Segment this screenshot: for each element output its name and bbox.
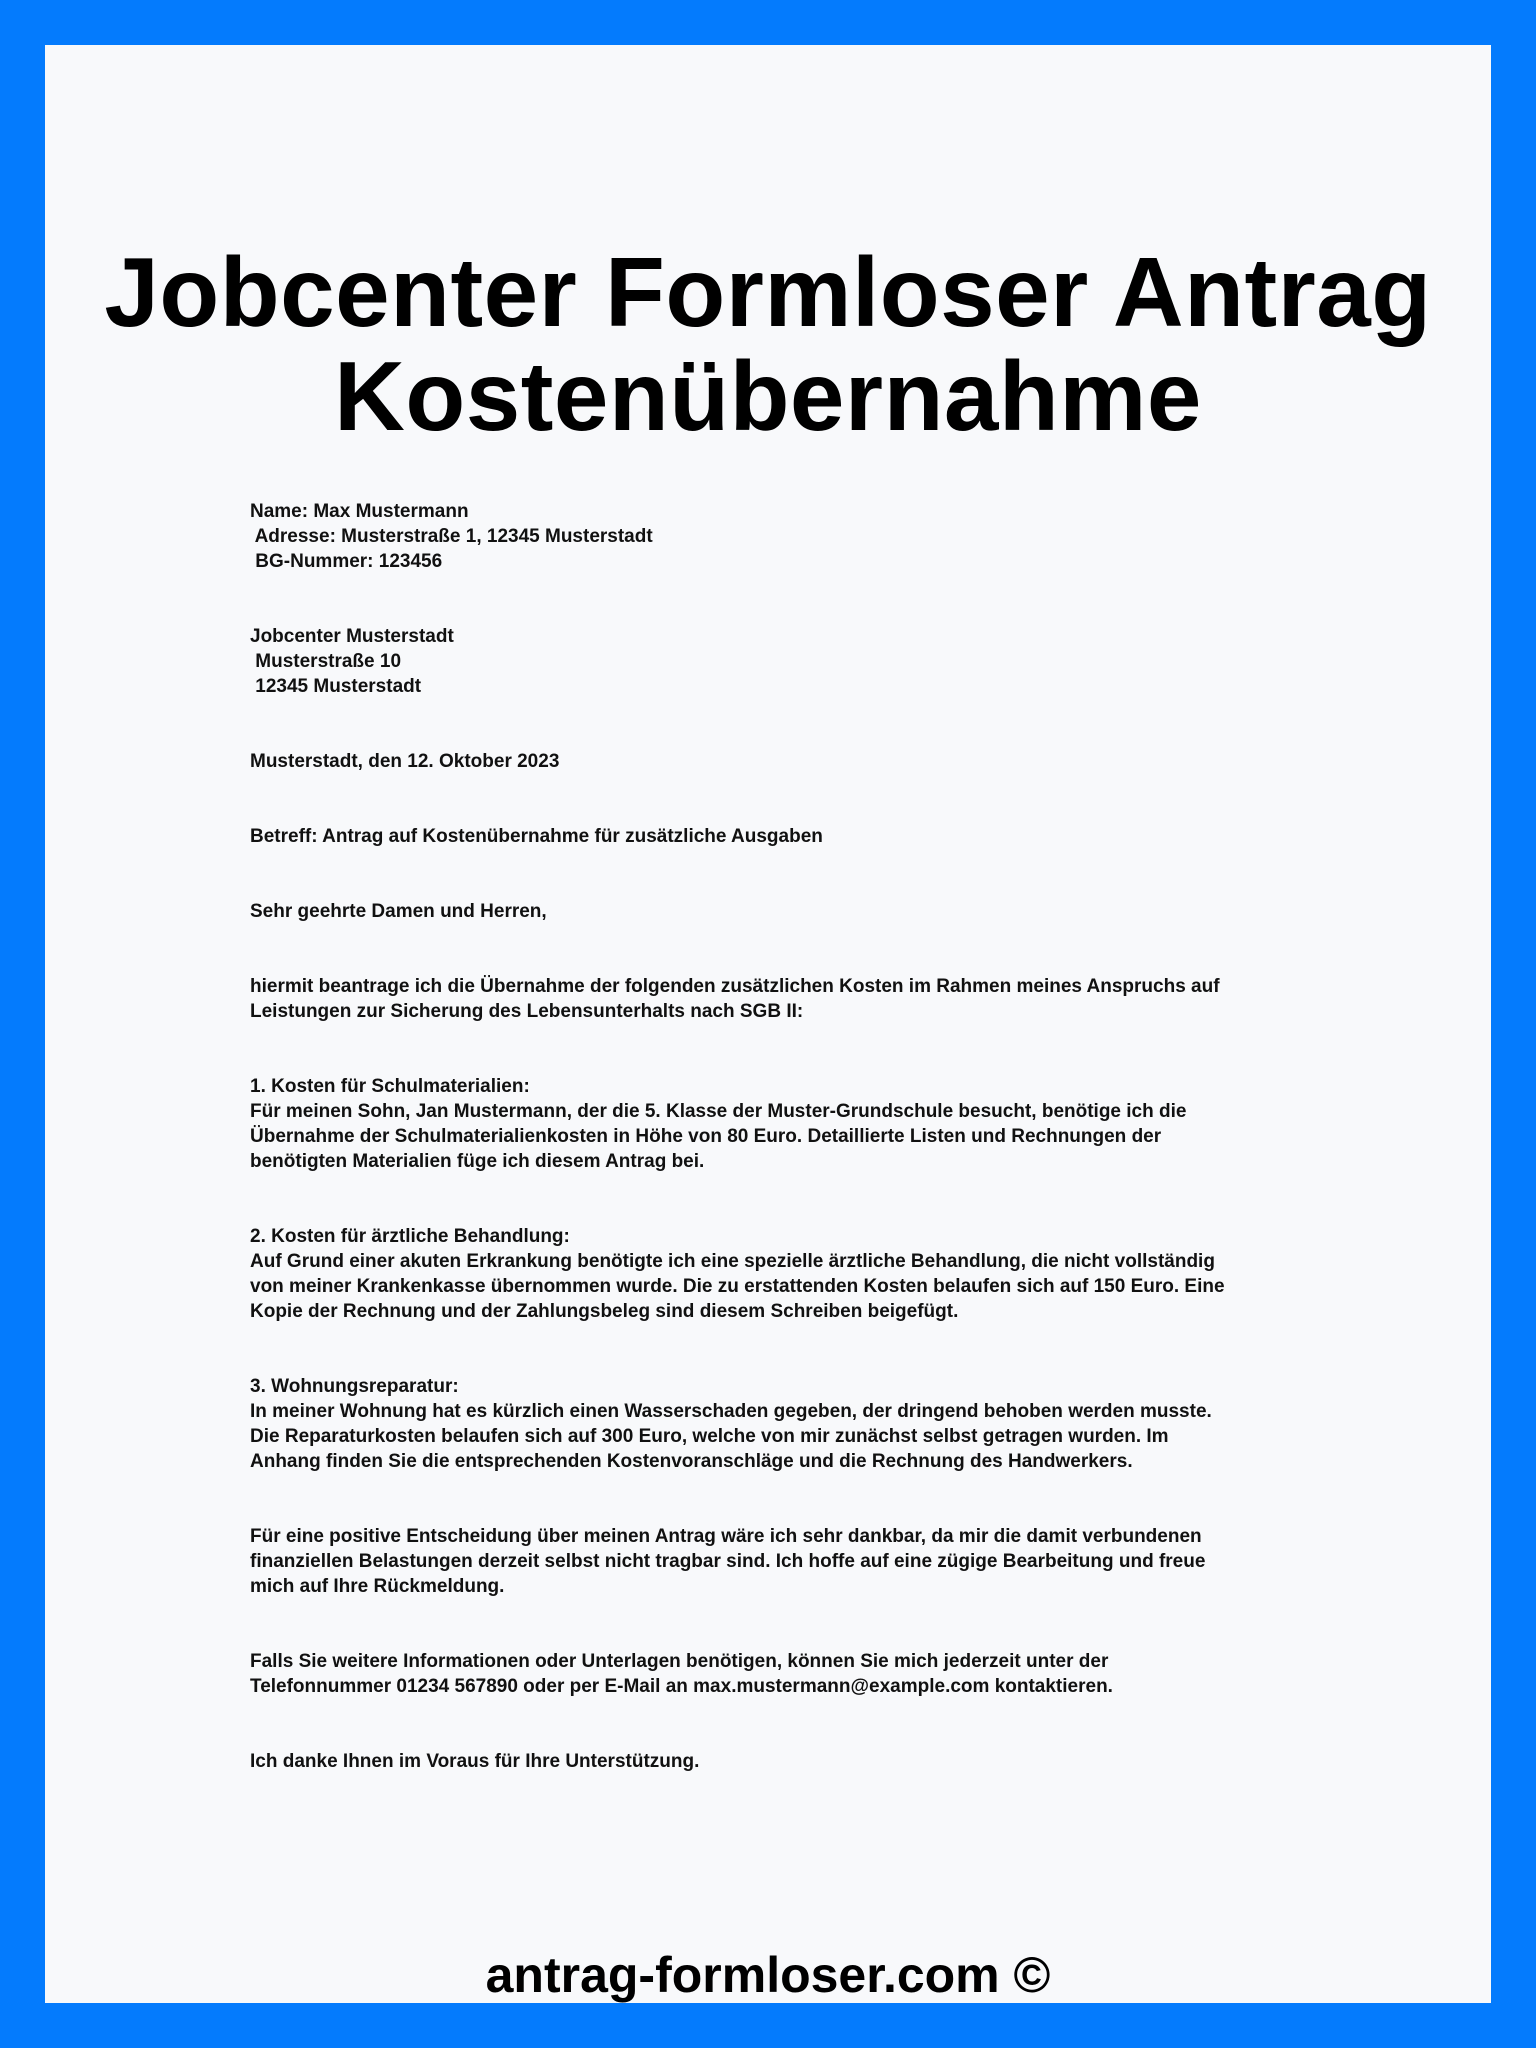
recipient-city: 12345 Musterstadt — [250, 676, 422, 697]
paragraph-line: Für eine positive Entscheidung über meinen Antrag wäre ich sehr dankbar, da mir die damit verbundenen — [250, 1526, 1202, 1547]
intro-paragraph — [250, 974, 1330, 1024]
paragraph-line: hiermit beantrage ich die Übernahme der folgenden zusätzlichen Kosten im Rahmen meines Anspruchs auf — [250, 976, 1220, 997]
letter-body — [250, 499, 1330, 1824]
paragraph-line: In meiner Wohnung hat es kürzlich einen Wasserschaden gegeben, der dringend behoben werden musste. — [250, 1401, 1212, 1422]
salutation — [250, 899, 1330, 924]
paragraph-line: finanziellen Belastungen derzeit selbst nicht tragbar sind. Ich hoffe auf eine zügige Bearbeitung und freue — [250, 1551, 1206, 1572]
cost-item-school — [250, 1074, 1330, 1174]
thanks-paragraph — [250, 1749, 1330, 1774]
contact-paragraph — [250, 1649, 1330, 1699]
sender-bg-number: BG-Nummer: 123456 — [250, 551, 443, 572]
footer-copyright: antrag-formloser.com © — [485, 1947, 1051, 2003]
salutation-text: Sehr geehrte Damen und Herren, — [250, 901, 547, 922]
title-line-2: Kostenübernahme — [334, 341, 1202, 451]
paragraph-line: von meiner Krankenkasse übernommen wurde. Die zu erstattenden Kosten belaufen sich auf 150 Euro. Eine — [250, 1276, 1225, 1297]
paragraph-line: Falls Sie weitere Informationen oder Unterlagen benötigen, können Sie mich jederzeit unter der — [250, 1651, 1109, 1672]
paragraph-line: Übernahme der Schulmaterialienkosten in Höhe von 80 Euro. Detaillierte Listen und Rechnungen der — [250, 1126, 1162, 1147]
closing-paragraph — [250, 1524, 1330, 1599]
paragraph-line: benötigten Materialien füge ich diesem Antrag bei. — [250, 1151, 705, 1172]
letter-subject — [250, 824, 1330, 849]
page-title — [45, 237, 1491, 451]
sender-address — [250, 499, 1330, 574]
sender-street: Adresse: Musterstraße 1, 12345 Musterstadt — [250, 526, 653, 547]
cost-item-repair — [250, 1374, 1330, 1474]
recipient-name: Jobcenter Musterstadt — [250, 626, 454, 647]
paragraph-line: Leistungen zur Sicherung des Lebensunterhalts nach SGB II: — [250, 1001, 804, 1022]
paragraph-line: Auf Grund einer akuten Erkrankung benötigte ich eine spezielle ärztliche Behandlung, die nicht vollständig — [250, 1251, 1215, 1272]
paragraph-line: Telefonnummer 01234 567890 oder per E-Mail an max.mustermann@example.com kontaktieren. — [250, 1676, 1113, 1697]
item-heading: 3. Wohnungsreparatur: — [250, 1376, 459, 1397]
title-line-1: Jobcenter Formloser Antrag — [104, 237, 1432, 347]
paragraph-line: Anhang finden Sie die entsprechenden Kostenvoranschläge und die Rechnung des Handwerkers. — [250, 1451, 1133, 1472]
cost-item-medical — [250, 1224, 1330, 1324]
thanks-text: Ich danke Ihnen im Voraus für Ihre Unterstützung. — [250, 1751, 700, 1772]
paragraph-line: Die Reparaturkosten belaufen sich auf 300 Euro, welche von mir zunächst selbst getragen wurden. Im — [250, 1426, 1169, 1447]
paragraph-line: mich auf Ihre Rückmeldung. — [250, 1576, 505, 1597]
recipient-address — [250, 624, 1330, 699]
paragraph-line: Für meinen Sohn, Jan Mustermann, der die 5. Klasse der Muster-Grundschule besucht, benötige ich die — [250, 1101, 1187, 1122]
document-page — [45, 45, 1491, 2003]
item-heading: 2. Kosten für ärztliche Behandlung: — [250, 1226, 570, 1247]
date-text: Musterstadt, den 12. Oktober 2023 — [250, 751, 560, 772]
paragraph-line: Kopie der Rechnung und der Zahlungsbeleg sind diesem Schreiben beigefügt. — [250, 1301, 959, 1322]
recipient-street: Musterstraße 10 — [250, 651, 402, 672]
sender-name: Name: Max Mustermann — [250, 501, 469, 522]
subject-text: Betreff: Antrag auf Kostenübernahme für zusätzliche Ausgaben — [250, 826, 823, 847]
item-heading: 1. Kosten für Schulmaterialien: — [250, 1076, 530, 1097]
letter-date — [250, 749, 1330, 774]
